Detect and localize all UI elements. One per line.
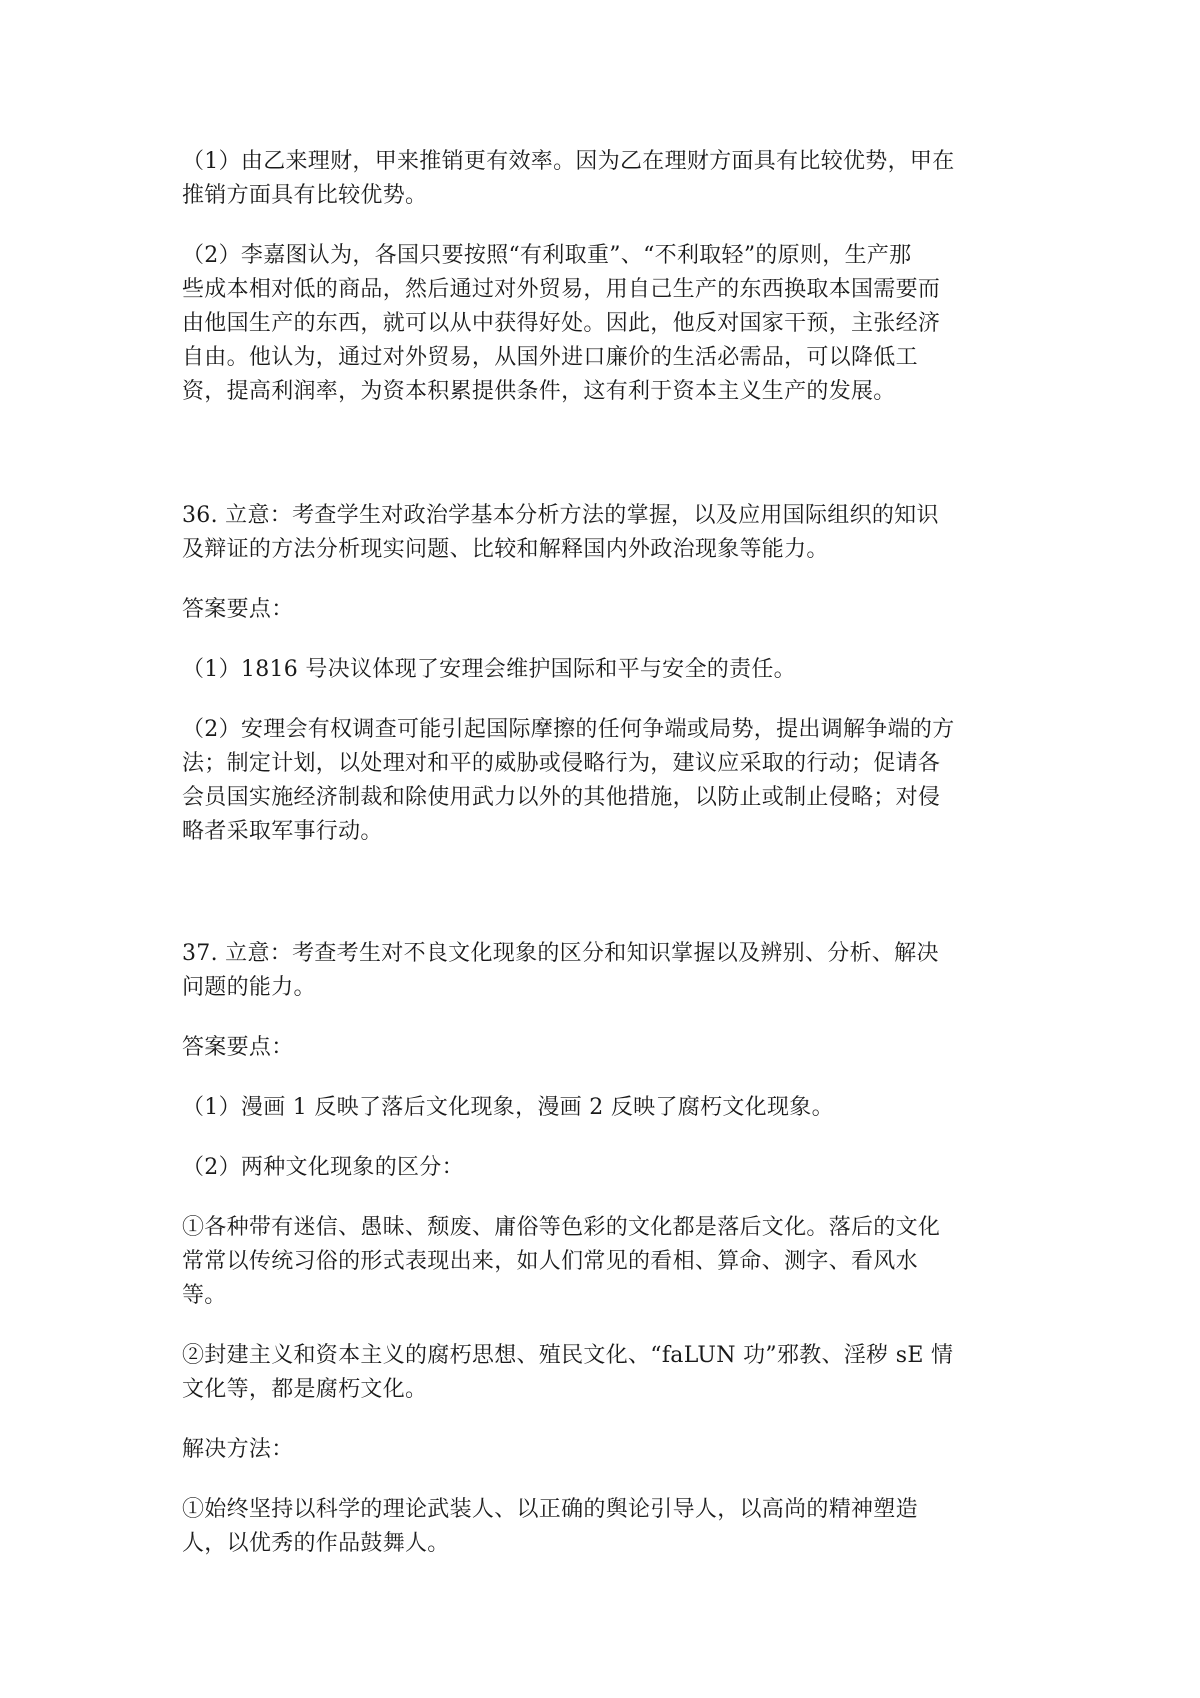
s36-p2-line3: 会员国实施经济制裁和除使用武力以外的其他措施，以防止或制止侵略；对侵 xyxy=(182,785,941,810)
s37-item2-line2: 文化等，都是腐朽文化。 xyxy=(182,1377,428,1402)
s36-intent-line2: 及辩证的方法分析现实问题、比较和解释国内外政治现象等能力。 xyxy=(182,537,829,562)
s36-p2-line1: （2）安理会有权调查可能引起国际摩擦的任何争端或局势，提出调解争端的方 xyxy=(182,717,955,742)
s37-solution1-line2: 人，以优秀的作品鼓舞人。 xyxy=(182,1531,450,1556)
s36-p2-line4: 略者采取军事行动。 xyxy=(182,819,383,844)
s36-p2-line2: 法；制定计划，以处理对和平的威胁或侵略行为，建议应采取的行动；促请各 xyxy=(182,751,941,776)
s35-p2-line2: 些成本相对低的商品，然后通过对外贸易，用自己生产的东西换取本国需要而 xyxy=(182,277,941,302)
s37-intent-line2: 问题的能力。 xyxy=(182,975,316,1000)
s36-answer-heading: 答案要点： xyxy=(182,597,294,622)
s35-p2-line1: （2）李嘉图认为，各国只要按照“有利取重”、“不利取轻”的原则，生产那 xyxy=(182,243,912,268)
s37-item1-line2: 常常以传统习俗的形式表现出来，如人们常见的看相、算命、测字、看风水 xyxy=(182,1249,918,1274)
s36-p1: （1）1816 号决议体现了安理会维护国际和平与安全的责任。 xyxy=(182,657,796,682)
s35-p2-line4: 自由。他认为，通过对外贸易，从国外进口廉价的生活必需品，可以降低工 xyxy=(182,345,918,370)
s37-solution1-line1: ①始终坚持以科学的理论武装人、以正确的舆论引导人，以高尚的精神塑造 xyxy=(182,1497,918,1522)
s37-item2-line1: ②封建主义和资本主义的腐朽思想、殖民文化、“faLUN 功”邪教、淫秽 sE 情 xyxy=(182,1343,954,1368)
s37-item1-line1: ①各种带有迷信、愚昧、颓废、庸俗等色彩的文化都是落后文化。落后的文化 xyxy=(182,1215,941,1240)
s37-answer-heading: 答案要点： xyxy=(182,1035,294,1060)
s35-p1-line2: 推销方面具有比较优势。 xyxy=(182,183,428,208)
s35-p2-line5: 资，提高利润率，为资本积累提供条件，这有利于资本主义生产的发展。 xyxy=(182,379,896,404)
s35-p2-line3: 由他国生产的东西，就可以从中获得好处。因此，他反对国家干预，主张经济 xyxy=(182,311,941,336)
s37-item1-line3: 等。 xyxy=(182,1283,227,1308)
s37-intent-line1: 37. 立意：考查考生对不良文化现象的区分和知识掌握以及辨别、分析、解决 xyxy=(182,941,939,966)
s37-p1: （1）漫画 1 反映了落后文化现象，漫画 2 反映了腐朽文化现象。 xyxy=(182,1095,834,1120)
s37-p2: （2）两种文化现象的区分： xyxy=(182,1155,464,1180)
s35-p1-line1: （1）由乙来理财，甲来推销更有效率。因为乙在理财方面具有比较优势，甲在 xyxy=(182,149,955,174)
s37-solution-heading: 解决方法： xyxy=(182,1437,294,1462)
s36-intent-line1: 36. 立意：考查学生对政治学基本分析方法的掌握，以及应用国际组织的知识 xyxy=(182,503,939,528)
